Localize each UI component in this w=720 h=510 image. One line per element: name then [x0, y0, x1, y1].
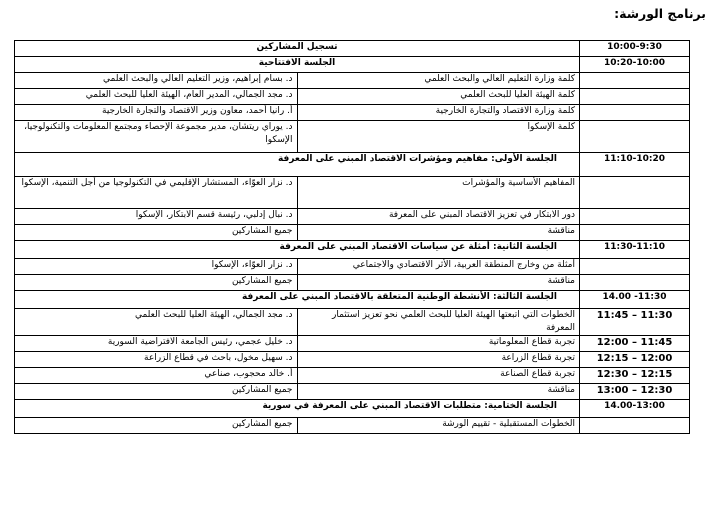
session-title: الجلسة الثالثة: الأنشطة الوطنية المتعلقة بالاقتصاد المبني على المعرفة: [15, 291, 580, 309]
time-cell: 10:20-10:00: [580, 57, 690, 73]
topic-cell: الخطوات التي اتبعتها الهيئة العليا للبحث العلمي نحو تعزيز استثمار المعرفة: [297, 309, 580, 336]
workshop-program-table: [14, 40, 690, 434]
time-cell: [580, 73, 690, 89]
time-cell: [580, 209, 690, 225]
table-row: [15, 41, 690, 57]
time-cell: 10:00-9:30: [580, 41, 690, 57]
table-row: [15, 57, 690, 73]
table-row: [15, 209, 690, 225]
time-cell: [580, 121, 690, 153]
speaker-cell: د. مجد الجمالي، الهيئة العليا للبحث العلمي: [15, 309, 298, 336]
topic-cell: كلمة الإسكوا: [297, 121, 580, 153]
topic-cell: مناقشة: [297, 225, 580, 241]
topic-cell: مناقشة: [297, 384, 580, 400]
table-row: [15, 275, 690, 291]
time-cell: [580, 177, 690, 209]
speaker-cell: د. سهيل مخول، باحث في قطاع الزراعة: [15, 352, 298, 368]
speaker-cell: د. يوراي ريتشان، مدير مجموعة الإحصاء ومجتمع المعلومات والتكنولوجيا، الإسكوا: [15, 121, 298, 153]
speaker-cell: جميع المشاركين: [15, 418, 298, 434]
topic-cell: تجربة قطاع الصناعة: [297, 368, 580, 384]
topic-cell: أمثلة من وخارج المنطقة العربية، الأثر الاقتصادي والاجتماعي: [297, 259, 580, 275]
topic-cell: مناقشة: [297, 275, 580, 291]
time-cell: 11:30-11:10: [580, 241, 690, 259]
table-row: [15, 400, 690, 418]
session-title: الجلسة الثانية: أمثلة عن سياسات الاقتصاد المبني على المعرفة: [15, 241, 580, 259]
topic-cell: كلمة وزارة التعليم العالي والبحث العلمي: [297, 73, 580, 89]
speaker-cell: د. بسام إبراهيم، وزير التعليم العالي والبحث العلمي: [15, 73, 298, 89]
table-row: [15, 309, 690, 336]
table-row: [15, 105, 690, 121]
time-cell: 11:45 – 11:30: [580, 309, 690, 336]
table-row: [15, 241, 690, 259]
table-row: [15, 225, 690, 241]
session-title: الجلسة الختامية: متطلبات الاقتصاد المبني على المعرفة في سورية: [15, 400, 580, 418]
time-cell: [580, 225, 690, 241]
time-cell: 12:00 – 11:45: [580, 336, 690, 352]
speaker-cell: د. نزار العوّاء، الإسكوا: [15, 259, 298, 275]
session-title: تسجيل المشاركين: [15, 41, 580, 57]
topic-cell: كلمة وزارة الاقتصاد والتجارة الخارجية: [297, 105, 580, 121]
speaker-cell: د. نبال إدلبي، رئيسة قسم الابتكار، الإسكوا: [15, 209, 298, 225]
time-cell: [580, 89, 690, 105]
time-cell: 13:00 – 12:30: [580, 384, 690, 400]
time-cell: 12:30 – 12:15: [580, 368, 690, 384]
table-row: [15, 177, 690, 209]
time-cell: 11:10-10:20: [580, 153, 690, 177]
table-row: [15, 352, 690, 368]
time-cell: [580, 259, 690, 275]
table-row: [15, 418, 690, 434]
table-row: [15, 368, 690, 384]
time-cell: [580, 418, 690, 434]
topic-cell: المفاهيم الأساسية والمؤشرات: [297, 177, 580, 209]
time-cell: 14.00-13:00: [580, 400, 690, 418]
speaker-cell: جميع المشاركين: [15, 384, 298, 400]
table-row: [15, 73, 690, 89]
topic-cell: كلمة الهيئة العليا للبحث العلمي: [297, 89, 580, 105]
speaker-cell: جميع المشاركين: [15, 225, 298, 241]
table-row: [15, 336, 690, 352]
time-cell: 14.00 -11:30: [580, 291, 690, 309]
table-row: [15, 291, 690, 309]
speaker-cell: أ. خالد محجوب، صناعي: [15, 368, 298, 384]
session-title: الجلسة الافتتاحية: [15, 57, 580, 73]
table-row: [15, 384, 690, 400]
topic-cell: تجربة قطاع المعلوماتية: [297, 336, 580, 352]
topic-cell: الخطوات المستقبلية - تقييم الورشة: [297, 418, 580, 434]
session-title: الجلسة الأولى: مفاهيم ومؤشرات الاقتصاد المبني على المعرفة: [15, 153, 580, 177]
speaker-cell: د. خليل عجمي، رئيس الجامعة الافتراضية السورية: [15, 336, 298, 352]
page-title: برنامج الورشة:: [614, 6, 706, 21]
table-row: [15, 89, 690, 105]
time-cell: [580, 105, 690, 121]
table-row: [15, 259, 690, 275]
time-cell: [580, 275, 690, 291]
speaker-cell: جميع المشاركين: [15, 275, 298, 291]
speaker-cell: أ. رانيا أحمد، معاون وزير الاقتصاد والتجارة الخارجية: [15, 105, 298, 121]
speaker-cell: د. مجد الجمالي، المدير العام، الهيئة العليا للبحث العلمي: [15, 89, 298, 105]
speaker-cell: د. نزار العوّاء، المستشار الإقليمي في التكنولوجيا من أجل التنمية، الإسكوا: [15, 177, 298, 209]
topic-cell: تجربة قطاع الزراعة: [297, 352, 580, 368]
time-cell: 12:15 – 12:00: [580, 352, 690, 368]
topic-cell: دور الابتكار في تعزيز الاقتصاد المبني على المعرفة: [297, 209, 580, 225]
table-row: [15, 153, 690, 177]
table-row: [15, 121, 690, 153]
